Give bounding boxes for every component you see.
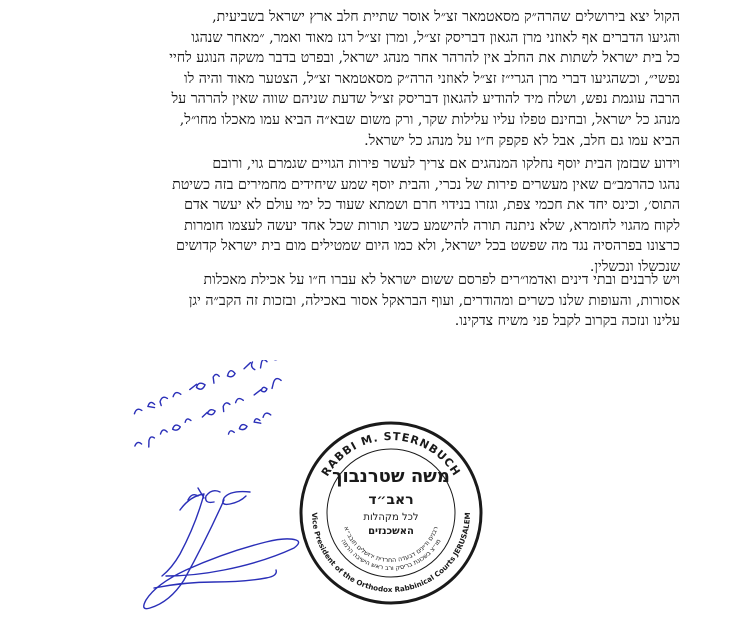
stamp-hebrew-inner-ring-2: רבנים ודיינים דבעדה החרדית ירושלים תובב״א [342, 525, 440, 565]
stamp-hebrew-title: ראב״ד [368, 492, 414, 508]
text-line: כרצונו בפרהסיה נגד מה שפשט בכל ישראל, ולא כמו היום שמטילים מום בית ישראל קדושים [175, 238, 680, 255]
stamp-english-top: RABBI M. STERNBUCH [318, 429, 464, 479]
rabbinical-stamp [296, 418, 486, 608]
text-line: לקוח מהגוי לחומרא, שלא ניתנה תורה להישמע כשני תורות שכל אחד יעשה לעצמו חומרות [184, 217, 680, 234]
text-line: כל בית ישראל לשתות את החלב אין להרהר אחר מנהג ישראל, ובפרט בדבר משקה הנוגע לחיי [169, 50, 680, 67]
stamp-hebrew-name: משה שטרנבוך [332, 466, 450, 487]
text-line: וידוע שבזמן הבית יוסף נחלקו המנהגים אם צריך לעשר פירות הגויים שגמרם גוי, ורובם [212, 156, 680, 172]
text-line: הקול יצא בירושלים שהרה״ק מסאטמאר זצ״ל אוסר שתיית חלב ארץ ישראל בשביעית, [212, 9, 680, 25]
paragraph-1 [64, 7, 680, 151]
text-line: שנכשלו ונכשלין. [589, 258, 680, 275]
text-line: התוס׳, וכינס יחד את חכמי צפת, וגזרו בנידוי חרם ושמתא שעוד כל ימי עולם לא יעשר אדם [184, 197, 680, 214]
handwritten-signature [120, 360, 320, 620]
stamp-hebrew-inner-ring: מו״צ בשכונת בריסק ורב ראש הישיבה הרמה [339, 537, 443, 573]
stamp-hebrew-line-1: לכל מקהלות [363, 512, 419, 523]
text-line: עלינו ונזכה בקרוב לקבל פני משיח צדקינו. [454, 313, 680, 330]
text-line: נהגו כהרמב״ם שאין מעשרים פירות של נכרי, והבית יוסף שמע שיחידים מחמירים בזה כשיטת [172, 176, 680, 193]
text-line: והגיעו הדברים אף לאוזני מרן הגאון דבריסק זצ״ל, ומרן זצ״ל רגז מאוד ואמר, ״מאחר שנהגו [191, 29, 680, 46]
text-line: ויש לרבנים ובתי דינים ואדמו״רים לפרסם ששום ישראל לא עברו ח״ו על אכילת מאכלות [203, 272, 680, 288]
stamp-hebrew-line-2: האשכנזים [368, 526, 414, 537]
text-line: נפשי״, וכשהגיעו דברי מרן הגרי״ז זצ״ל לאוזני הרה״ק מסאטמאר זצ״ל, הצטער מאוד והיה לו [183, 70, 680, 87]
text-line: הביא עמו גם חלב, אבל לא פקפק ח״ו על מנהג כל ישראל. [364, 132, 680, 149]
text-line: הרבה עוגמת נפש, ושלח מיד להודיע להגאון דבריסק זצ״ל שדעת שניהם שווה שאין להרהר על [171, 91, 680, 108]
text-line: אסורות, והעופות שלנו כשרים ומהודרים, ועוף הבראקל אסור באכילה, ובזכות זה הקב״ה יגן [188, 292, 680, 309]
paragraph-2 [64, 154, 680, 278]
stamp-english-bottom: Vice President of the Orthodox Rabbinical Courts JERUSALEM [309, 512, 473, 595]
text-line: מנהג כל ישראל, ובחינם טפלו עליו עלילות שקר, ורק משום שבא״ה הביא עמו מאכלו מחו״ל, [179, 111, 680, 128]
paragraph-3 [64, 270, 680, 332]
